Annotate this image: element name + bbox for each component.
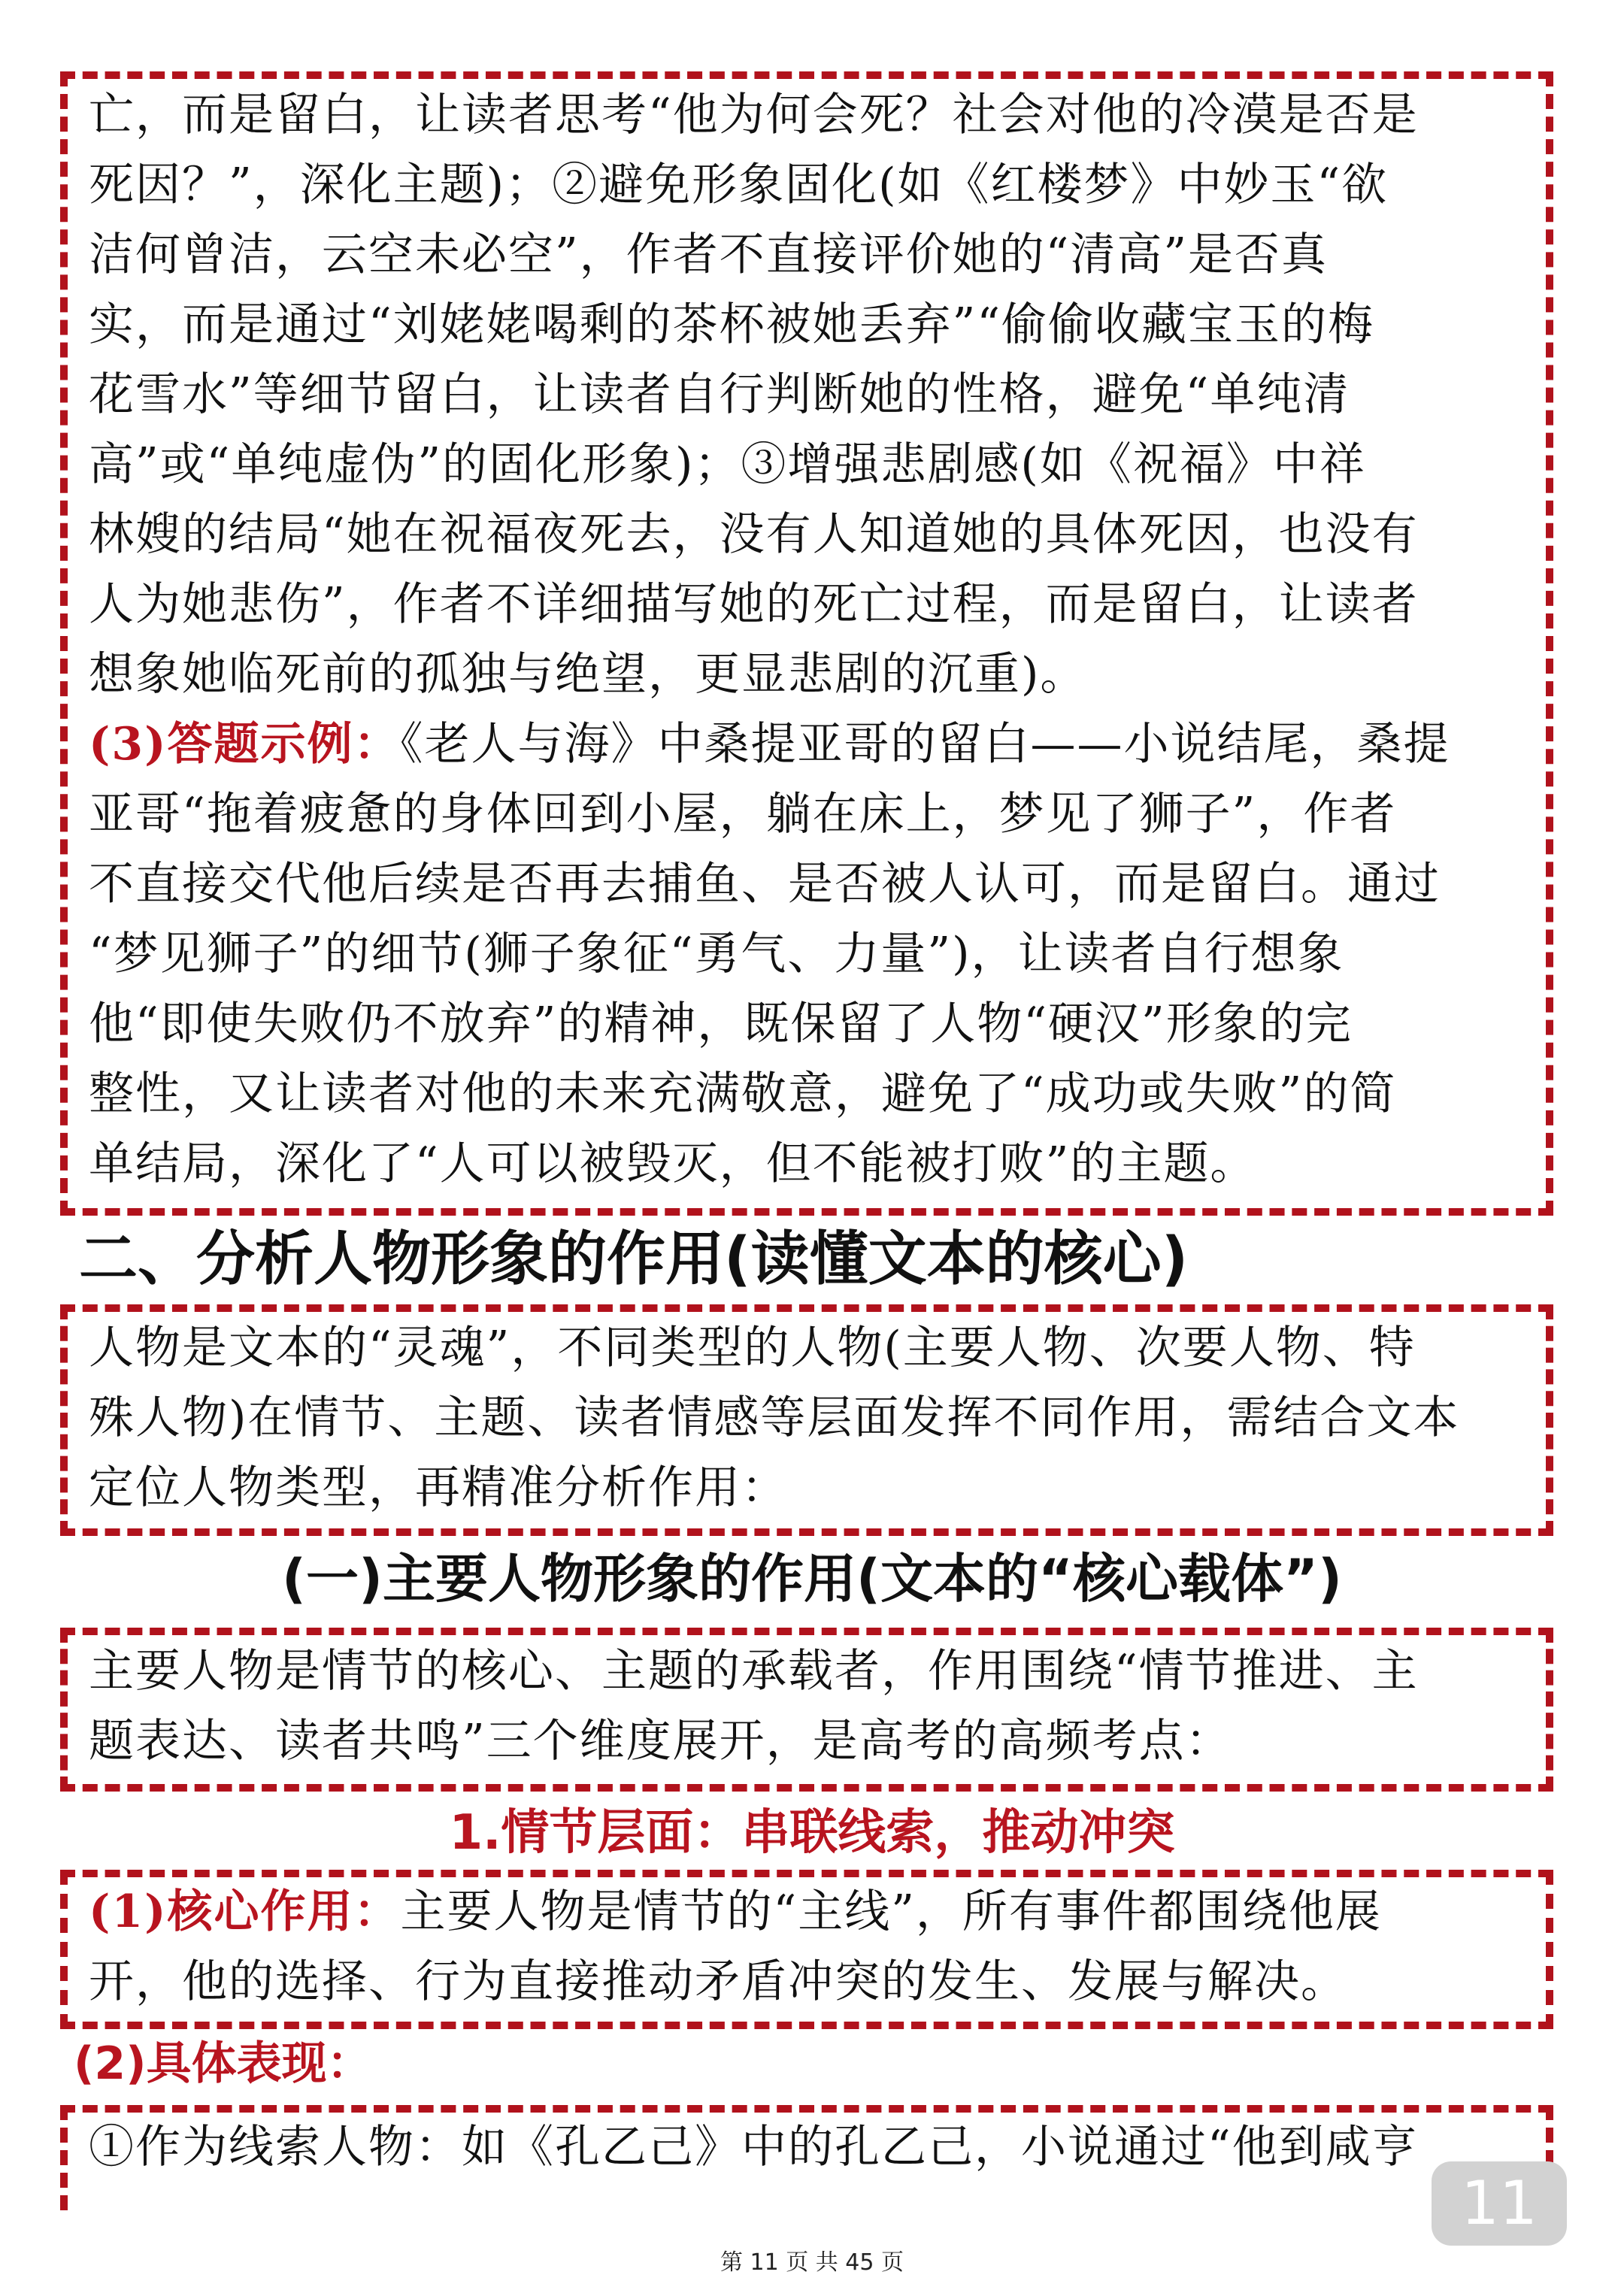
core-function-label: (1)核心作用： — [89, 1886, 401, 1938]
example-label: (3)答题示例： — [89, 718, 401, 771]
content-box-continued — [60, 71, 1553, 1216]
text-line: 实，而是通过“刘姥姥喝剩的茶杯被她丢弃”“偷偷收藏宝玉的梅 — [89, 298, 1375, 351]
text-line: 想象她临死前的孤独与绝望，更显悲剧的沉重)。 — [89, 648, 1087, 701]
text-line: 林嫂的结局“她在祝福夜死去，没有人知道她的具体死因，也没有 — [89, 508, 1419, 561]
page-number-badge: 11 — [1432, 2161, 1567, 2246]
core-function-text: 主要人物是情节的“主线”，所有事件都围绕他展 — [400, 1886, 1382, 1938]
text-line: 单结局，深化了“人可以被毁灭，但不能被打败”的主题。 — [89, 1137, 1257, 1190]
page-footer: 第 11 页 共 45 页 — [720, 2249, 904, 2276]
point-heading: 1.情节层面：串联线索，推动冲突 — [449, 1805, 1175, 1861]
text-line: 题表达、读者共鸣”三个维度展开，是高考的高频考点： — [89, 1715, 1232, 1767]
text-line: 死因？”，深化主题)；②避免形象固化(如《红楼梦》中妙玉“欲 — [89, 159, 1389, 211]
text-line: 人物是文本的“灵魂”，不同类型的人物(主要人物、次要人物、特 — [89, 1322, 1416, 1374]
text-line: 开，他的选择、行为直接推动矛盾冲突的发生、发展与解决。 — [89, 1955, 1347, 2008]
subsection-heading: (一)主要人物形象的作用(文本的“核心载体”) — [282, 1548, 1342, 1610]
core-function-line — [89, 1877, 1525, 1947]
text-line: 主要人物是情节的核心、主题的承载者，作用围绕“情节推进、主 — [89, 1645, 1419, 1698]
text-line: 整性，又让读者对他的未来充满敬意，避免了“成功或失败”的简 — [89, 1068, 1397, 1120]
text-line: 洁何曾洁，云空未必空”，作者不直接评价她的“清高”是否真 — [89, 229, 1329, 281]
intro-box — [60, 1304, 1553, 1536]
section-heading: 二、分析人物形象的作用(读懂文本的核心) — [79, 1225, 1189, 1293]
specific-performance-label: (2)具体表现： — [74, 2037, 372, 2090]
text-line: 高”或“单纯虚伪”的固化形象)；③增强悲剧感(如《祝福》中祥 — [89, 438, 1366, 491]
text-line: “梦见狮子”的细节(狮子象征“勇气、力量”)，让读者自行想象 — [89, 928, 1344, 980]
example-line — [89, 710, 1525, 780]
main-character-box — [60, 1628, 1553, 1792]
text-line: 不直接交代他后续是否再去捕鱼、是否被人认可，而是留白。通过 — [89, 858, 1441, 910]
text-line: 殊人物)在情节、主题、读者情感等层面发挥不同作用，需结合文本 — [89, 1392, 1460, 1444]
text-line: 人为她悲伤”，作者不详细描写她的死亡过程，而是留白，让读者 — [89, 578, 1419, 631]
text-line: 定位人物类型，再精准分析作用： — [89, 1462, 788, 1514]
text-line: 亡，而是留白，让读者思考“他为何会死？社会对他的冷漠是否是 — [89, 89, 1419, 141]
text-line: ①作为线索人物：如《孔乙己》中的孔乙己，小说通过“他到咸亨 — [89, 2121, 1419, 2173]
core-function-box — [60, 1870, 1553, 2029]
text-line: 亚哥“拖着疲惫的身体回到小屋，躺在床上，梦见了狮子”，作者 — [89, 788, 1397, 841]
clue-character-box — [60, 2105, 1553, 2210]
text-line: 花雪水”等细节留白，让读者自行判断她的性格，避免“单纯清 — [89, 368, 1350, 421]
example-text: 《老人与海》中桑提亚哥的留白——小说结尾，桑提 — [400, 718, 1450, 771]
text-line: 他“即使失败仍不放弃”的精神，既保留了人物“硬汉”形象的完 — [89, 998, 1353, 1050]
